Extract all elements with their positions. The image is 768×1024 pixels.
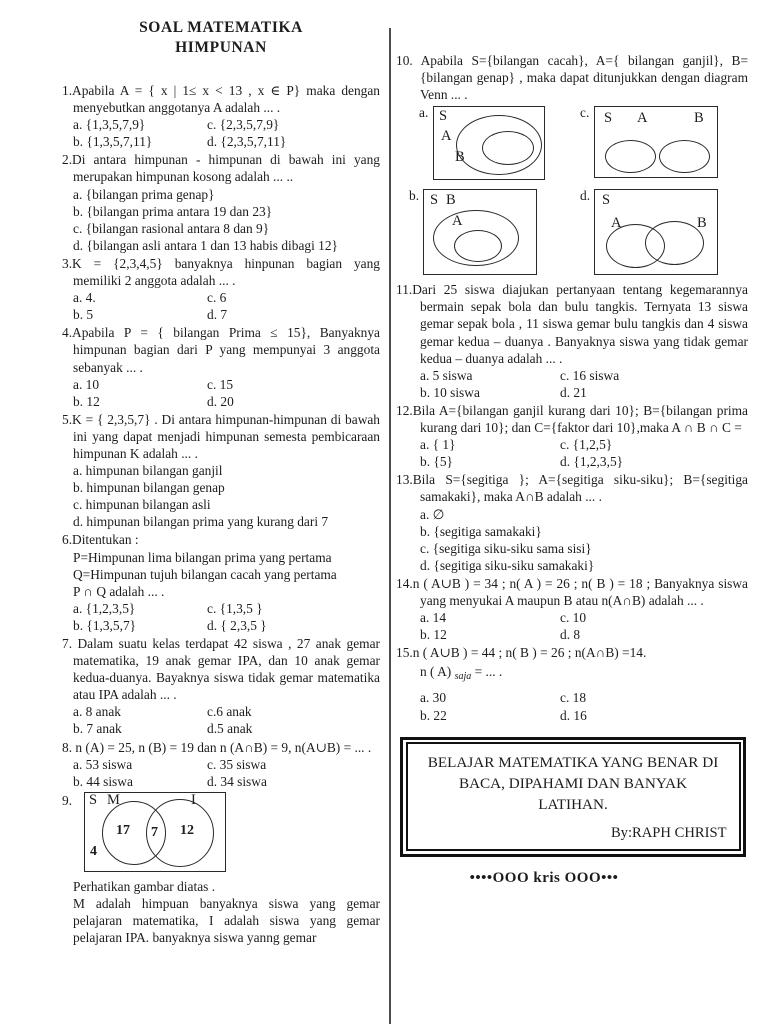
option-b: b. {1,3,5,7}: [73, 617, 137, 633]
question-1-text: 1.Apabila A = { x | 1≤ x < 13 , x ∈ P} maka dengan menyebutkan anggotanya A adalah ... .: [62, 83, 380, 116]
venn-value-intersection: 7: [151, 824, 158, 840]
option-d: d. 20: [207, 393, 234, 409]
option-a: a. himpunan bilangan ganjil: [73, 463, 223, 479]
q15-prompt-subscript: saja: [454, 671, 472, 683]
motivation-box-inner: [406, 742, 741, 851]
question-2: [62, 151, 380, 254]
diagram-label-a: a.: [419, 105, 429, 121]
option-a: a. 10: [73, 376, 100, 392]
title-line-2: HIMPUNAN: [175, 39, 267, 56]
q15-prompt-end: = ... .: [471, 664, 503, 680]
option-c: c. {bilangan rasional antara 8 dan 9}: [73, 220, 270, 236]
option-row: [73, 773, 380, 790]
option-row: [73, 133, 380, 150]
option-row: [420, 436, 748, 453]
option-b: b. 7 anak: [73, 721, 122, 737]
diagram-label-c: c.: [580, 105, 590, 121]
question-7-text: 7. Dalam suatu kelas terdapat 42 siswa , 27 anak gemar matematika, 19 anak gemar IPA, dan 10 anak gemar kedua-duanya. Bayaknya siswa tidak gemar matematika atau IPA adalah ... .: [62, 636, 380, 703]
venn-value-m-only: 17: [116, 822, 130, 838]
q10-option-b: [396, 189, 572, 275]
question-13-options: [396, 506, 748, 574]
question-15-body: [396, 663, 748, 723]
option-row: [420, 707, 748, 724]
option-b: b. 10 siswa: [420, 384, 480, 400]
option-row: [73, 393, 380, 410]
option-b: b. {segitiga samakaki}: [420, 523, 542, 539]
question-6-body: [62, 549, 380, 634]
option-c: c. 6: [207, 290, 227, 306]
question-12-text: 12.Bila A={bilangan ganjil kurang dari 10}; B={bilangan prima kurang dari 10}; dan C={faktor dari 10},maka A ∩ B ∩ C =: [396, 402, 748, 436]
diagram-label-d: d.: [580, 188, 591, 204]
q9-caption: Perhatikan gambar diatas .: [73, 878, 216, 894]
venn-label-b: B: [694, 110, 704, 127]
left-column: [62, 14, 380, 946]
venn-label-i: I: [191, 791, 196, 808]
option-d: d. 16: [560, 707, 587, 723]
question-14-text: 14.n ( A∪B ) = 34 ; n( A ) = 26 ; n( B ) = 18 ; Banyaknya siswa yang menyukai A maupun B atau n(A∩B) adalah ... .: [396, 575, 748, 608]
option-a: a. {1,2,3,5}: [73, 600, 136, 616]
option-a: a. ∅: [420, 506, 445, 522]
question-12: [396, 402, 748, 470]
venn-ellipse-b: [659, 140, 710, 173]
option-c: c. {2,3,5,7,9}: [207, 117, 280, 133]
question-13-text: 13.Bila S={segitiga }; A={segitiga siku-siku}; B={segitiga samakaki}, maka A∩B adalah ... .: [396, 472, 748, 505]
question-5-text: 5.K = { 2,3,5,7} . Di antara himpunan-himpunan di bawah ini yang dapat menjadi himpunan semesta pembicaraan himpunan K adalah ... .: [62, 411, 380, 461]
option-row: [73, 756, 380, 773]
question-15: [396, 644, 748, 723]
q9-venn-diagram: [84, 792, 226, 872]
q6-prompt: P ∩ Q adalah ... .: [73, 583, 165, 599]
question-1: [62, 82, 380, 150]
option-d: d. 8: [560, 627, 581, 643]
option-b: b. himpunan bilangan genap: [73, 480, 225, 496]
option-a: a. 8 anak: [73, 704, 121, 720]
option-b: b. {1,3,5,7,11}: [73, 134, 153, 150]
option-c: c. 10: [560, 610, 587, 626]
question-9-description: [62, 878, 380, 946]
option-d: d. {bilangan asli antara 1 dan 13 habis dibagi 12}: [73, 237, 338, 253]
question-7-options: [62, 703, 380, 737]
option-row: [73, 720, 380, 737]
question-11-text: 11.Dari 25 siswa diajukan pertanyaan tentang kegemarannya bermain sepak bola dan bulu tangkis. Ternyata 13 siswa gemar sepak bola , 11 siswa gemar bulu tangkis dan 4 siswa gemar kedua – duanya . Banyaknya siswa yang tidak gemar kedua – duanya adalah ... .: [396, 282, 748, 366]
venn-label-m: M: [107, 791, 120, 808]
option-c: c. 16 siswa: [560, 367, 620, 383]
question-5: [62, 411, 380, 531]
question-8-text: 8. n (A) = 25, n (B) = 19 dan n (A∩B) = 9, n(A∪B) = ... .: [62, 739, 372, 755]
venn-label-a: A: [441, 128, 452, 145]
q10-option-d: [572, 189, 748, 275]
question-9: [62, 792, 380, 872]
question-15-text: 15.n ( A∪B ) = 44 ; n( B ) = 26 ; n(A∩B) =14.: [396, 645, 647, 661]
venn-ellipse-b: [645, 221, 704, 265]
option-b: b. {5}: [420, 454, 453, 470]
diagram-label-b: b.: [409, 188, 420, 204]
option-a: a. 53 siswa: [73, 756, 133, 772]
venn-value-i-only: 12: [180, 822, 194, 838]
option-row: [420, 609, 748, 626]
right-column: [396, 14, 748, 887]
question-7: [62, 635, 380, 738]
option-b: b. {bilangan prima antara 19 dan 23}: [73, 203, 273, 219]
venn-label-b: B: [697, 215, 707, 232]
q10-option-c: [572, 106, 748, 180]
option-a: a. {bilangan prima genap}: [73, 186, 215, 202]
option-d: d. { 2,3,5 }: [207, 617, 267, 633]
question-8: [62, 739, 380, 790]
question-14: [396, 575, 748, 643]
option-row: [73, 600, 380, 617]
option-a: a. 4.: [73, 290, 96, 306]
option-d: d. himpunan bilangan prima yang kurang dari 7: [73, 514, 329, 530]
option-row: [420, 689, 748, 706]
q10-option-a: [396, 106, 572, 180]
q9-paragraph: M adalah himpuan banyaknya siswa yang gemar pelajaran matematika, I adalah siswa yang gemar pelajaran IPA. banyaknya siswa yanng gemar: [73, 895, 380, 946]
question-10: [396, 52, 748, 275]
question-6-text: 6.Ditentukan :: [62, 532, 139, 548]
venn-label-b: B: [446, 192, 456, 209]
question-11: [396, 281, 748, 401]
venn-label-a: A: [452, 213, 463, 230]
option-c: c. {1,2,5}: [560, 437, 613, 453]
option-d: d. {segitiga siku-siku samakaki}: [420, 557, 595, 573]
question-4-text: 4.Apabila P = { bilangan Prima ≤ 15}, Banyaknya himpunan bagian dari P yang mempunyai 3 anggota sebanyak ... .: [62, 325, 380, 375]
venn-label-s: S: [89, 791, 98, 808]
question-3-options: [62, 289, 380, 323]
question-4: [62, 324, 380, 409]
option-a: a. { 1}: [420, 437, 456, 453]
option-d: d. 21: [560, 384, 587, 400]
question-3-text: 3.K = {2,3,4,5} banyaknya hinpunan bagian yang memiliki 2 anggota adalah ... .: [62, 255, 380, 289]
footer-ornament: ••••OOO kris OOO•••: [469, 869, 619, 886]
option-row: [420, 384, 748, 401]
venn-label-a: A: [611, 215, 622, 232]
q15-prompt: [420, 663, 748, 685]
q15-prompt-main: n ( A): [420, 664, 455, 680]
option-d: d.5 anak: [207, 721, 253, 737]
option-row: [420, 453, 748, 470]
question-3: [62, 255, 380, 323]
question-2-text: 2.Di antara himpunan - himpunan di bawah ini yang merupakan himpunan kosong adalah ... ..: [62, 152, 380, 185]
byline: By:RAPH CHRIST: [610, 825, 727, 842]
title-line-1: SOAL MATEMATIKA: [139, 19, 303, 36]
q10-venn-d: [594, 189, 718, 275]
venn-label-s: S: [439, 108, 448, 125]
option-c: c. 15: [207, 376, 234, 392]
q10-venn-c: [594, 106, 718, 178]
q10-venn-a: [433, 106, 545, 180]
option-d: d. 34 siswa: [207, 773, 267, 789]
question-2-options: [62, 186, 380, 254]
option-c: c. 35 siswa: [207, 756, 267, 772]
option-d: d. {2,3,5,7,11}: [207, 134, 287, 150]
option-row: [73, 306, 380, 323]
venn-label-s: S: [430, 192, 439, 209]
question-11-options: [396, 367, 748, 401]
option-a: a. 30: [420, 690, 447, 706]
option-row: [73, 376, 380, 393]
motivation-box: [400, 737, 746, 857]
q6-definition-q: Q=Himpunan tujuh bilangan cacah yang pertama: [73, 566, 337, 582]
question-10-diagrams: [396, 106, 748, 275]
option-row: [73, 116, 380, 133]
venn-ellipse-a: [605, 140, 656, 173]
venn-value-outside: 4: [90, 843, 97, 859]
question-1-options: [62, 116, 380, 150]
q6-definition-p: P=Himpunan lima bilangan prima yang pertama: [73, 549, 332, 565]
option-d: d. {1,2,3,5}: [560, 454, 624, 470]
option-a: a. {1,3,5,7,9}: [73, 117, 146, 133]
venn-label-b: B: [455, 149, 465, 166]
venn-label-a: A: [637, 110, 648, 127]
option-c: c.6 anak: [207, 704, 252, 720]
option-row: [420, 367, 748, 384]
question-14-options: [396, 609, 748, 643]
option-row: [420, 626, 748, 643]
option-b: b. 12: [420, 627, 447, 643]
motivation-message: BELAJAR MATEMATIKA YANG BENAR DI BACA, DIPAHAMI DAN BANYAK LATIHAN.: [427, 754, 719, 814]
question-4-options: [62, 376, 380, 410]
question-6: [62, 531, 380, 634]
question-5-options: [62, 462, 380, 530]
option-a: a. 5 siswa: [420, 367, 473, 383]
column-divider: [389, 28, 391, 1024]
option-a: a. 14: [420, 610, 447, 626]
option-c: c. {1,3,5 }: [207, 600, 263, 616]
option-row: [73, 289, 380, 306]
option-row: [73, 703, 380, 720]
question-9-number: 9.: [62, 792, 73, 808]
question-12-options: [396, 436, 748, 470]
option-b: b. 22: [420, 707, 447, 723]
question-13: [396, 471, 748, 574]
venn-label-s: S: [604, 110, 613, 127]
option-c: c. 18: [560, 690, 587, 706]
q10-venn-b: [423, 189, 537, 275]
option-row: [73, 617, 380, 634]
question-10-text: 10. Apabila S={bilangan cacah}, A={ bilangan ganjil}, B={bilangan genap} , maka dapat ditunjukkan dengan diagram Venn ... .: [396, 53, 748, 103]
page-title: [62, 18, 380, 58]
question-8-options: [62, 756, 380, 790]
option-b: b. 44 siswa: [73, 773, 133, 789]
option-d: d. 7: [207, 307, 228, 323]
venn-label-s: S: [602, 192, 611, 209]
option-c: c. himpunan bilangan asli: [73, 497, 211, 513]
option-b: b. 5: [73, 307, 94, 323]
option-b: b. 12: [73, 393, 100, 409]
option-c: c. {segitiga siku-siku sama sisi}: [420, 540, 592, 556]
